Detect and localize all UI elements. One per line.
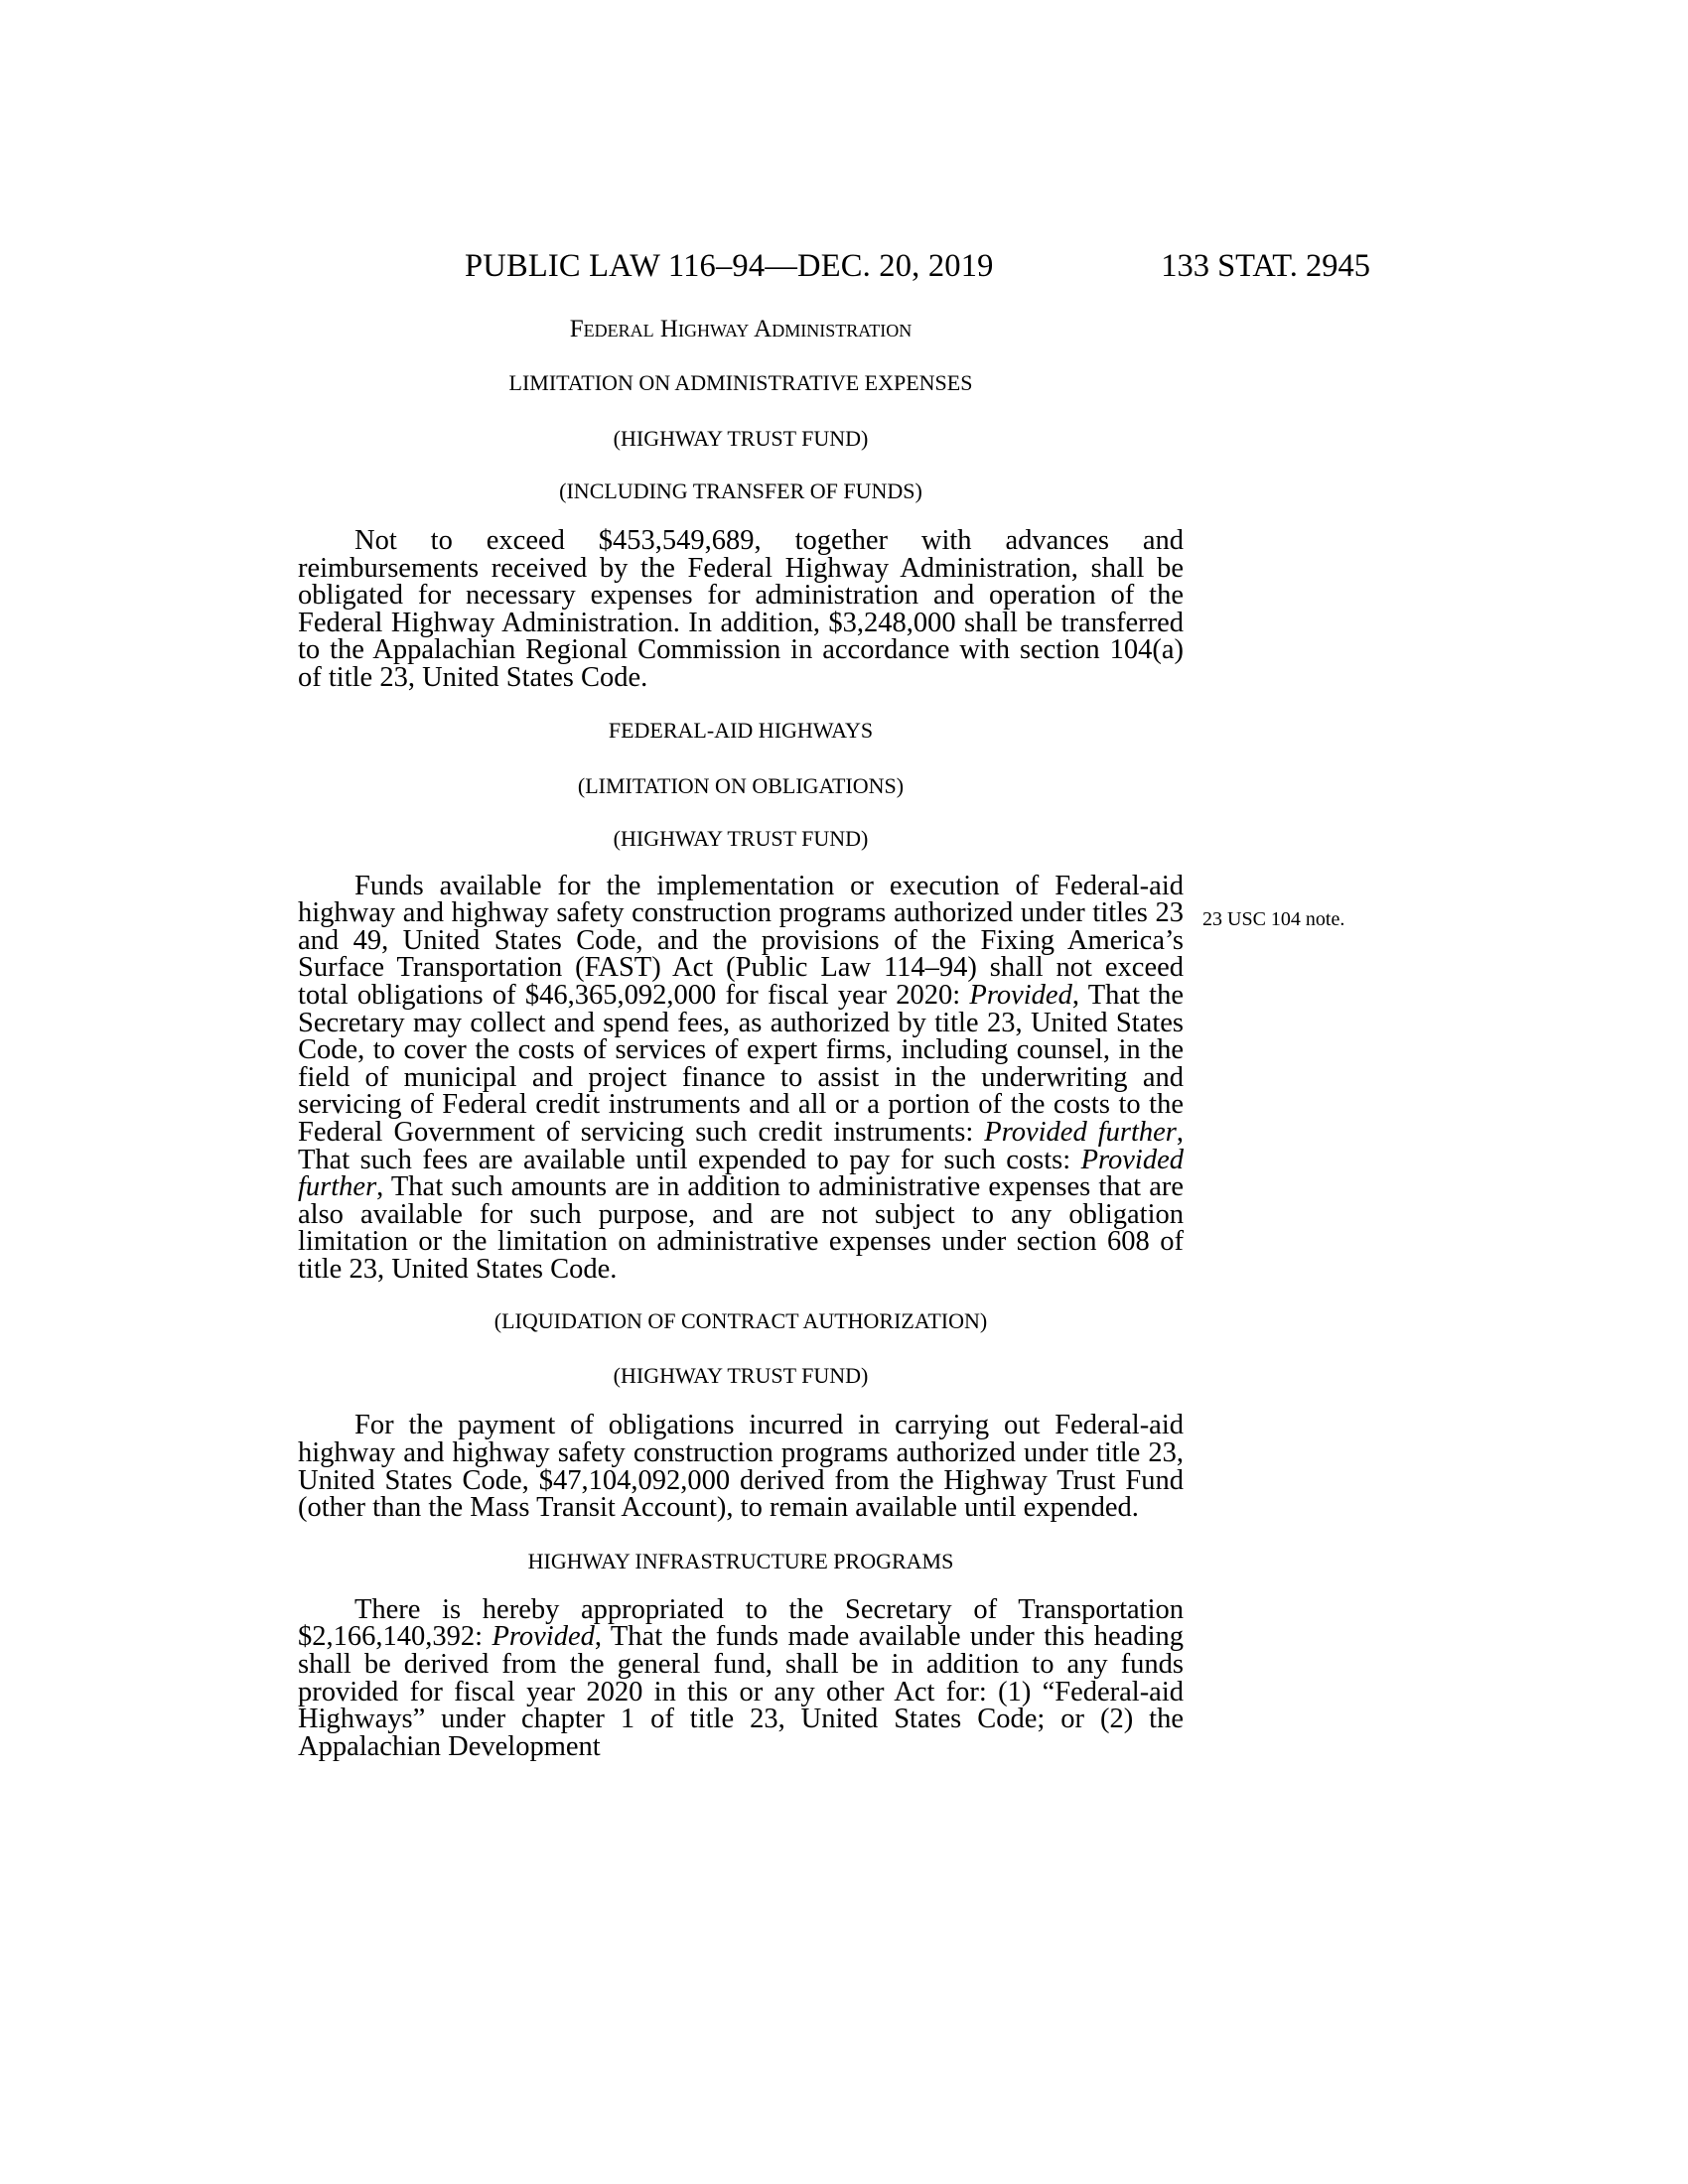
subheading-highway-trust-fund: (HIGHWAY TRUST FUND)	[613, 825, 869, 851]
agency-heading: Federal Highway Administration	[569, 316, 913, 342]
subheading-highway-trust-fund: (HIGHWAY TRUST FUND)	[613, 426, 869, 451]
section-heading-limitation-admin-expenses: LIMITATION ON ADMINISTRATIVE EXPENSES	[508, 370, 973, 395]
law-title: PUBLIC LAW 116–94—DEC. 20, 2019	[465, 248, 994, 284]
subheading-limitation-on-obligations: (LIMITATION ON OBLIGATIONS)	[577, 772, 905, 798]
subheading-including-transfer-of-funds: (INCLUDING TRANSFER OF FUNDS)	[559, 478, 922, 503]
paragraph-federal-aid-highways: Funds available for the implementation or execution of Federal-aid highway and highway safety construction programs authorized under titles 23 and 49, United States Code, and the provisions of the Fixing America’s Surface Transportation (FAST) Act (Public Law 114–94) shall not exceed total obligations of $46,365,092,000 for fiscal year 2020: Provided, That the Secretary may collect and spend fees, as authorized by title 23, United States Code, to cover the costs of services of expert firms, including counsel, in the field of municipal and project finance to assist in the underwriting and servicing of Federal credit instruments and all or a portion of the costs to the Federal Government of servicing such credit instruments: Provided further, That such fees are available until expended to pay for such costs: Provided further, That such amounts are in addition to administrative expenses that are also available for such purpose, and are not subject to any obligation limitation or the limitation on administrative expenses under section 608 of title 23, United States Code.	[298, 870, 1185, 1285]
subheading-highway-trust-fund: (HIGHWAY TRUST FUND)	[613, 1363, 869, 1389]
margin-note: 23 USC 104 note.	[1202, 908, 1345, 930]
document-body	[298, 316, 1184, 1760]
statute-reference: 133 STAT. 2945	[1161, 248, 1370, 284]
paragraph-liquidation: For the payment of obligations incurred in carrying out Federal-aid highway and highway safety construction programs authorized under title 23, United States Code, $47,104,092,000 derived from the Highway Trust Fund (other than the Mass Transit Account), to remain available until expended.	[298, 1410, 1184, 1524]
paragraph-highway-infrastructure: There is hereby appropriated to the Secretary of Transportation $2,166,140,392: Provided, That the funds made available under this heading shall be derived from the general fund, shall be in addition to any funds provided for fiscal year 2020 in this or any other Act for: (1) “Federal-aid Highways” under chapter 1 of title 23, United States Code; or (2) the Appalachian Development	[298, 1593, 1184, 1762]
paragraph-admin-expenses: Not to exceed $453,549,689, together with advances and reimbursements received by the Federal Highway Administration, shall be obligated for necessary expenses for administration and operation of the Federal Highway Administration. In addition, $3,248,000 shall be transferred to the Appalachian Regional Commission in accordance with section 104(a) of title 23, United States Code.	[298, 525, 1184, 693]
page-header	[298, 248, 1370, 288]
subheading-liquidation-of-contract-authorization: (LIQUIDATION OF CONTRACT AUTHORIZATION)	[493, 1308, 988, 1334]
section-heading-highway-infrastructure-programs: HIGHWAY INFRASTRUCTURE PROGRAMS	[527, 1548, 954, 1573]
section-heading-federal-aid-highways: FEDERAL-AID HIGHWAYS	[608, 717, 874, 743]
